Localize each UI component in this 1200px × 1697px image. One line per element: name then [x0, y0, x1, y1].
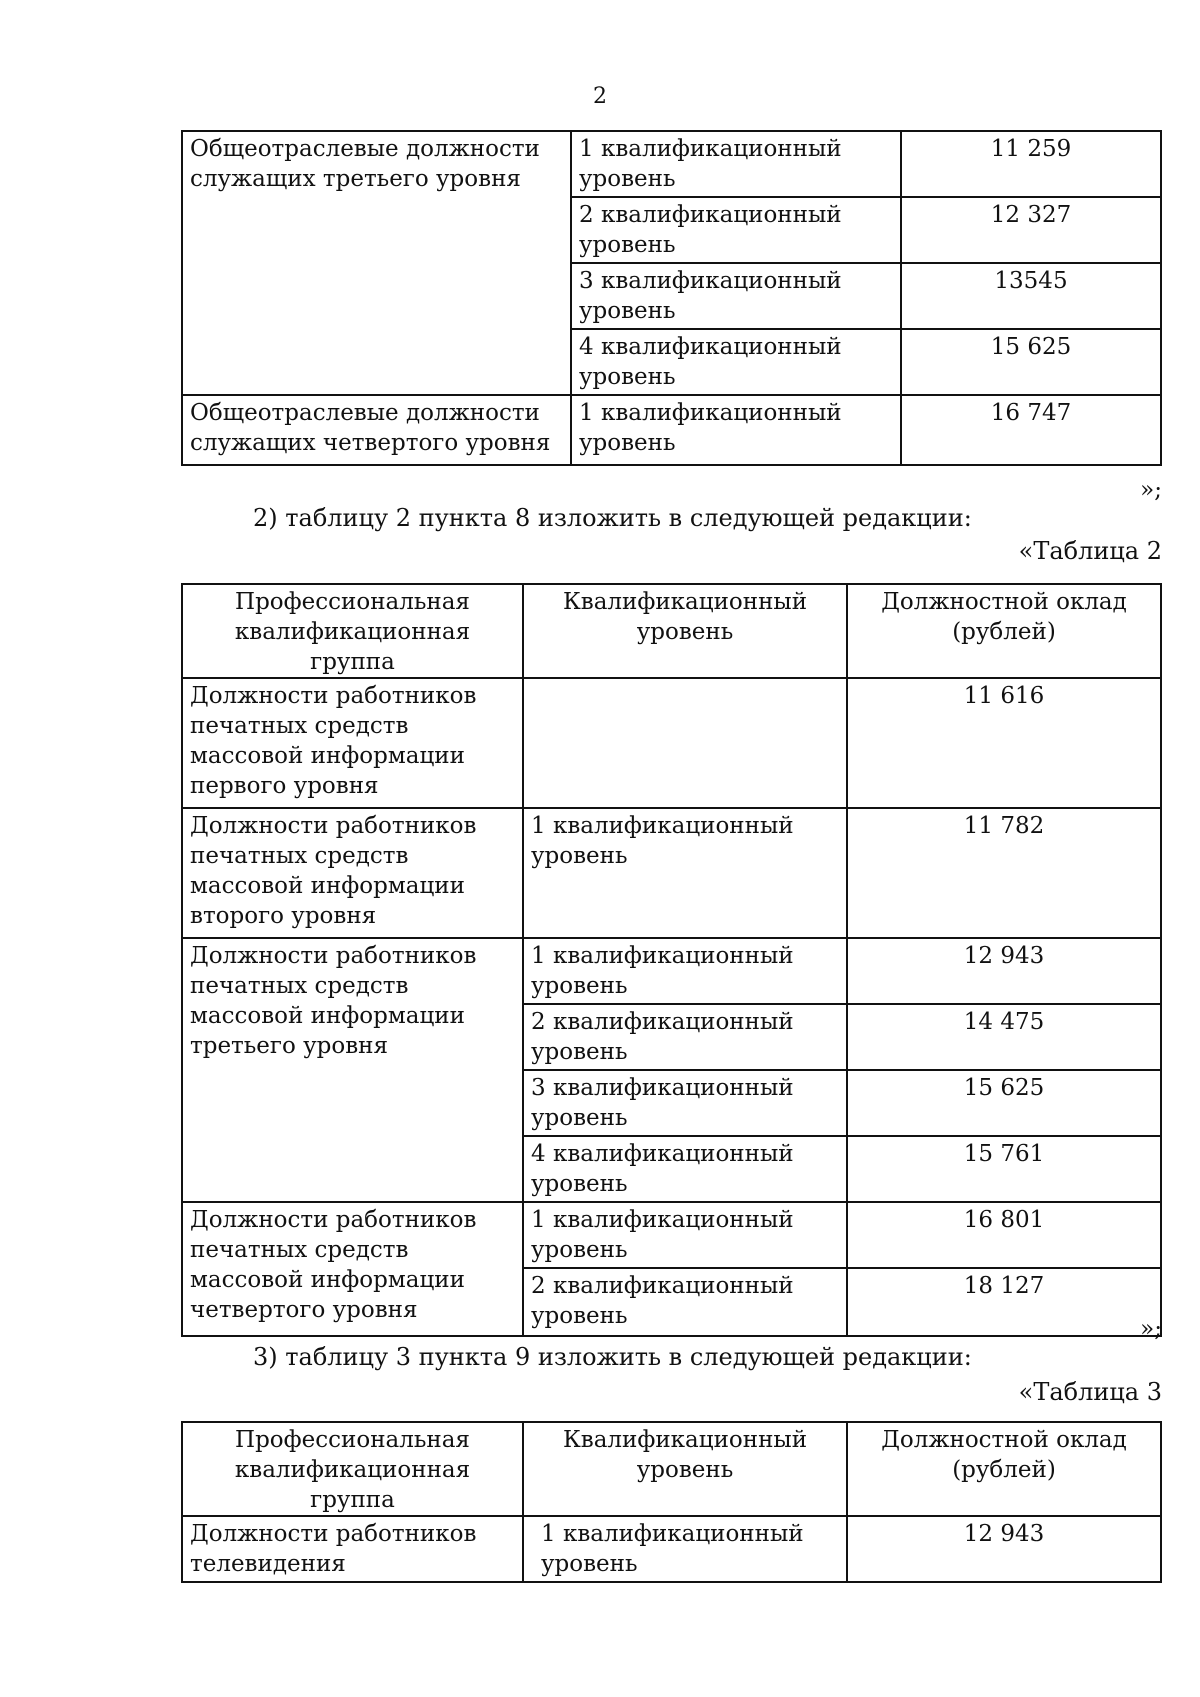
group-cell: Должности работников печатных средств массовой информации первого уровня — [182, 678, 523, 808]
table-row — [182, 1516, 1161, 1582]
closing-quote: »; — [1140, 1316, 1162, 1342]
salary-cell: 13545 — [901, 263, 1161, 329]
salary-table-1 — [181, 130, 1162, 466]
group-cell: Должности работников печатных средств массовой информации второго уровня — [182, 808, 523, 938]
salary-cell: 18 127 — [847, 1268, 1161, 1336]
table-header-row — [182, 1422, 1161, 1516]
level-cell: 1 квалификационный уровень — [523, 1202, 847, 1268]
group-cell: Общеотраслевые должности служащих четвертого уровня — [182, 395, 571, 465]
table-row — [182, 938, 1161, 1004]
level-cell: 1 квалификационный уровень — [571, 395, 901, 465]
level-cell: 1 квалификационный уровень — [523, 1516, 847, 1582]
column-header-level: Квалификационный уровень — [523, 584, 847, 678]
salary-cell: 11 259 — [901, 131, 1161, 197]
column-header-group: Профессиональная квалификационная группа — [182, 1422, 523, 1516]
salary-cell: 12 943 — [847, 1516, 1161, 1582]
salary-cell: 16 801 — [847, 1202, 1161, 1268]
salary-cell: 15 625 — [847, 1070, 1161, 1136]
closing-quote: »; — [1140, 477, 1162, 503]
table-row — [182, 131, 1161, 197]
salary-table-3 — [181, 1421, 1162, 1583]
table-caption-3: «Таблица 3 — [1018, 1378, 1162, 1406]
table-header-row — [182, 584, 1161, 678]
salary-cell: 11 782 — [847, 808, 1161, 938]
level-cell: 2 квалификационный уровень — [523, 1268, 847, 1336]
salary-cell: 11 616 — [847, 678, 1161, 808]
level-cell: 4 квалификационный уровень — [523, 1136, 847, 1202]
level-cell: 4 квалификационный уровень — [571, 329, 901, 395]
column-header-salary: Должностной оклад (рублей) — [847, 1422, 1161, 1516]
level-cell: 3 квалификационный уровень — [571, 263, 901, 329]
level-cell: 2 квалификационный уровень — [571, 197, 901, 263]
table-row — [182, 678, 1161, 808]
table-row — [182, 808, 1161, 938]
level-cell: 1 квалификационный уровень — [571, 131, 901, 197]
paragraph-2: 2) таблицу 2 пункта 8 изложить в следующей редакции: — [253, 504, 972, 532]
level-cell: 1 квалификационный уровень — [523, 808, 847, 938]
level-cell: 1 квалификационный уровень — [523, 938, 847, 1004]
column-header-level: Квалификационный уровень — [523, 1422, 847, 1516]
paragraph-3: 3) таблицу 3 пункта 9 изложить в следующей редакции: — [253, 1343, 972, 1371]
table-row — [182, 395, 1161, 465]
table-row — [182, 1202, 1161, 1268]
group-cell: Должности работников телевидения — [182, 1516, 523, 1582]
level-cell: 2 квалификационный уровень — [523, 1004, 847, 1070]
salary-cell: 15 761 — [847, 1136, 1161, 1202]
column-header-group: Профессиональная квалификационная группа — [182, 584, 523, 678]
salary-cell: 15 625 — [901, 329, 1161, 395]
salary-cell: 12 327 — [901, 197, 1161, 263]
salary-cell: 16 747 — [901, 395, 1161, 465]
column-header-salary: Должностной оклад (рублей) — [847, 584, 1161, 678]
level-cell: 3 квалификационный уровень — [523, 1070, 847, 1136]
table-caption-2: «Таблица 2 — [1018, 537, 1162, 565]
salary-table-2 — [181, 583, 1162, 1337]
salary-cell: 12 943 — [847, 938, 1161, 1004]
level-cell — [523, 678, 847, 808]
group-cell: Общеотраслевые должности служащих третьего уровня — [182, 131, 571, 395]
salary-cell: 14 475 — [847, 1004, 1161, 1070]
page-number: 2 — [593, 84, 607, 109]
group-cell: Должности работников печатных средств массовой информации четвертого уровня — [182, 1202, 523, 1336]
group-cell: Должности работников печатных средств массовой информации третьего уровня — [182, 938, 523, 1202]
